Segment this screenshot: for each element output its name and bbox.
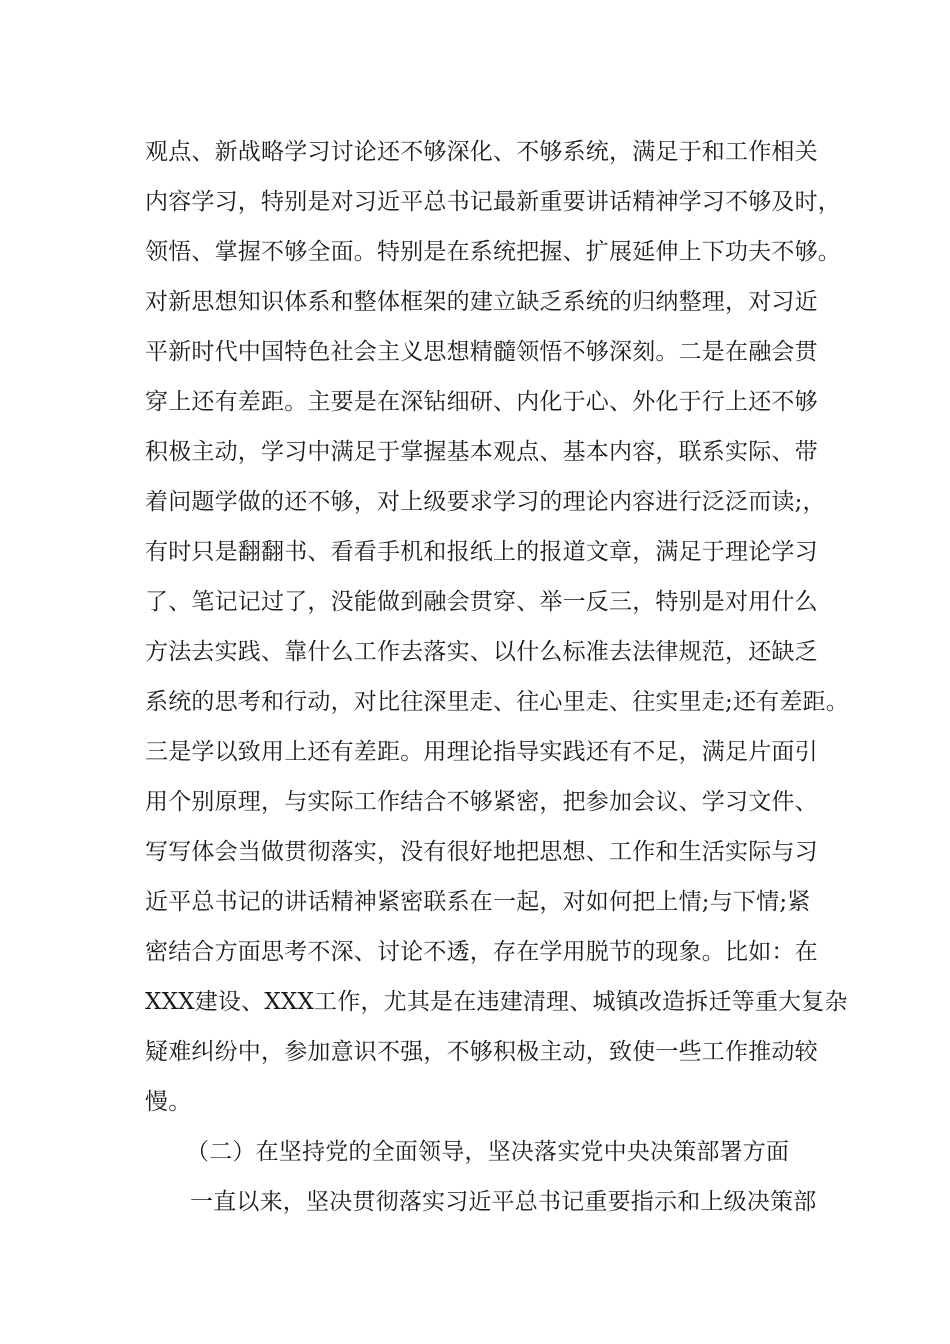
paragraph-line: XXX建设、XXX工作，尤其是在违建清理、城镇改造拆迁等重大复杂	[145, 989, 848, 1015]
paragraph-line: 有时只是翻翻书、看看手机和报纸上的报道文章，满足于理论学习	[145, 539, 818, 565]
paragraph-line: 写写体会当做贯彻落实，没有很好地把思想、工作和生活实际与习	[145, 839, 818, 865]
paragraph-line: 对新思想知识体系和整体框架的建立缺乏系统的归纳整理，对习近	[145, 289, 818, 315]
section-heading: （二）在坚持党的全面领导，坚决落实党中央决策部署方面	[186, 1139, 790, 1165]
paragraph-line: 慢。	[145, 1089, 192, 1115]
paragraph-line: 密结合方面思考不深、讨论不透，存在学用脱节的现象。比如：在	[145, 939, 818, 965]
paragraph-line: 平新时代中国特色社会主义思想精髓领悟不够深刻。二是在融会贯	[145, 339, 818, 365]
paragraph-line: 观点、新战略学习讨论还不够深化、不够系统，满足于和工作相关	[145, 139, 818, 165]
paragraph-line: 一直以来，坚决贯彻落实习近平总书记重要指示和上级决策部	[190, 1189, 817, 1215]
paragraph-line: 领悟、掌握不够全面。特别是在系统把握、扩展延伸上下功夫不够。	[145, 239, 841, 265]
paragraph-line: 用个别原理，与实际工作结合不够紧密，把参加会议、学习文件、	[145, 789, 818, 815]
paragraph-line: 着问题学做的还不够，对上级要求学习的理论内容进行泛泛而读;，	[145, 489, 826, 515]
paragraph-line: 系统的思考和行动，对比往深里走、往心里走、往实里走;还有差距。	[145, 689, 849, 715]
paragraph-line: 积极主动，学习中满足于掌握基本观点、基本内容，联系实际、带	[145, 439, 818, 465]
paragraph-line: 了、笔记记过了，没能做到融会贯穿、举一反三，特别是对用什么	[145, 589, 818, 615]
paragraph-line: 穿上还有差距。主要是在深钻细研、内化于心、外化于行上还不够	[145, 389, 818, 415]
paragraph-line: 三是学以致用上还有差距。用理论指导实践还有不足，满足片面引	[145, 739, 818, 765]
paragraph-line: 方法去实践、靠什么工作去落实、以什么标准去法律规范，还缺乏	[145, 639, 818, 665]
paragraph-line: 近平总书记的讲话精神紧密联系在一起，对如何把上情;与下情;紧	[145, 889, 811, 915]
paragraph-line: 疑难纠纷中，参加意识不强，不够积极主动，致使一些工作推动较	[145, 1039, 818, 1065]
paragraph-line: 内容学习，特别是对习近平总书记最新重要讲话精神学习不够及时，	[145, 189, 841, 215]
